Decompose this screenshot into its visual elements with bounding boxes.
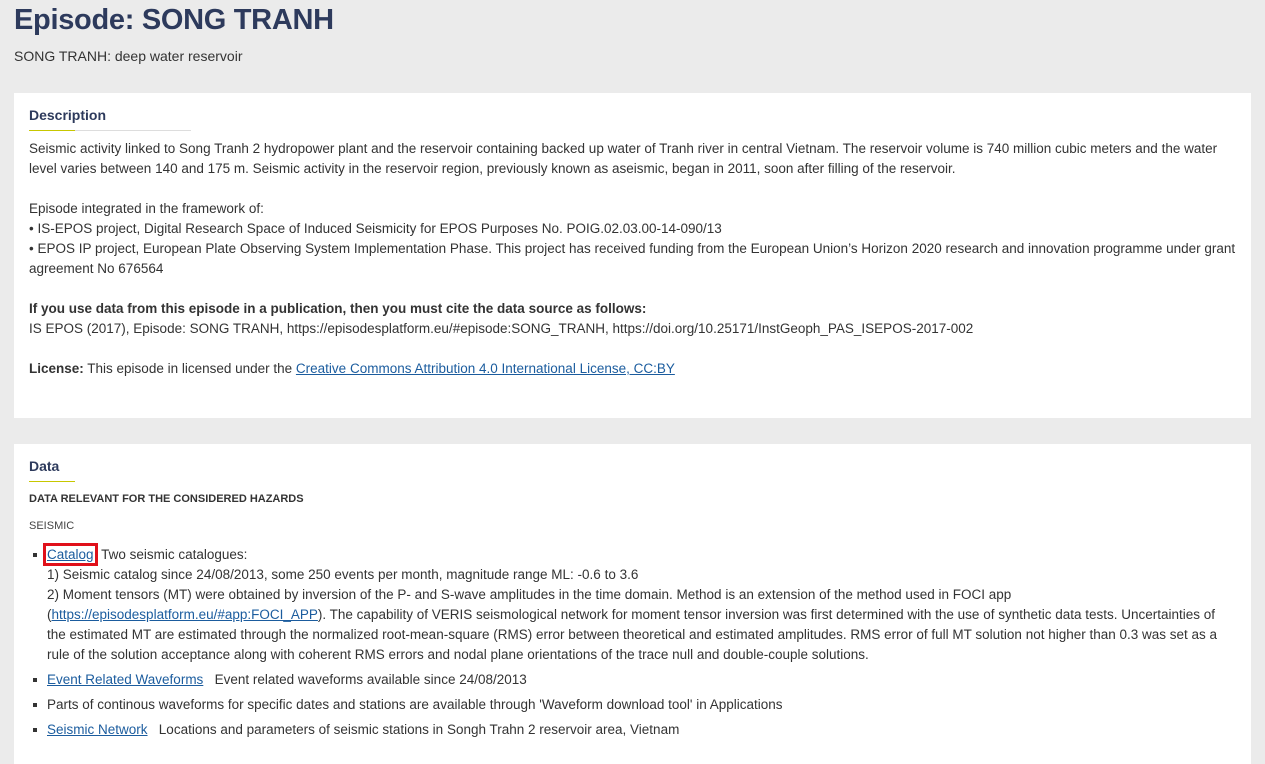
catalog-intro: Two seismic catalogues:: [101, 547, 248, 562]
framework-intro: Episode integrated in the framework of:: [29, 201, 264, 216]
seismic-network-text: Locations and parameters of seismic stations in Songh Trahn 2 reservoir area, Vietnam: [158, 722, 680, 737]
license-link[interactable]: Creative Commons Attribution 4.0 International License, CC:BY: [295, 361, 675, 376]
data-heading: Data: [29, 458, 60, 474]
description-text: Seismic activity linked to Song Tranh 2 hydropower plant and the reservoir containing backed up water of Tranh river in central Vietnam. The reservoir volume is 740 million cubic meters and the water level varies between 140 and 175 m. Seismic activity in the reservoir region, previously known as aseismic, began in 2011, soon after filling of the reservoir.: [29, 141, 1218, 176]
citation-text: IS EPOS (2017), Episode: SONG TRANH, https://episodesplatform.eu/#episode:SONG_TRANH, https://doi.org/10.25171/InstGeoph_PAS_ISEPOS-2017-002: [29, 321, 974, 336]
description-heading: Description: [29, 107, 107, 123]
description-card: [14, 93, 1251, 418]
data-heading-underline: [29, 481, 75, 482]
event-waveforms-text: Event related waveforms available since 24/08/2013: [214, 672, 527, 687]
catalog-line-2a: 2) Moment tensors (MT) were obtained by inversion of the P- and S-wave amplitudes in the time domain. Method is an extension of the method used in FOCI app: [47, 587, 1012, 602]
license-label: License:: [29, 361, 84, 376]
description-heading-underline: [29, 130, 191, 131]
event-waveforms-link[interactable]: Event Related Waveforms: [47, 672, 204, 687]
catalog-link[interactable]: Catalog: [47, 547, 94, 562]
bullet-icon: [33, 703, 37, 707]
foci-app-link[interactable]: https://episodesplatform.eu/#app:FOCI_APP: [51, 607, 318, 622]
continuous-waveforms-text: Parts of continous waveforms for specific dates and stations are available through 'Waveform download tool' in Applications: [47, 697, 783, 712]
license-text: This episode in licensed under the: [83, 361, 296, 376]
framework-item-eposip: • EPOS IP project, European Plate Observing System Implementation Phase. This project has received funding from the European Union’s Horizon 2020 research and innovation programme under grant agreement No 676564: [29, 241, 1236, 276]
page-title: Episode: SONG TRANH: [14, 4, 334, 36]
catalog-line-1: 1) Seismic catalog since 24/08/2013, some 250 events per month, magnitude range ML: -0.6 to 3.6: [47, 567, 639, 582]
citation-heading: If you use data from this episode in a publication, then you must cite the data source as follows:: [29, 301, 647, 316]
page-subtitle: SONG TRANH: deep water reservoir: [14, 48, 243, 64]
catalog-line-2b: ). The capability of VERIS seismological network for moment tensor inversion was first determined with the use of synthetic data tests. Uncertainties of the estimated MT are estimated through the normalized root-mean-square (RMS) error between theoretical and estimated amplitudes. RMS error of full MT solution not higher than 0.3 was set as a rule of the solution acceptance along with coherent RMS errors and nodal plane orientations of the trace null and double-couple solutions.: [47, 607, 1218, 662]
framework-item-isepos: • IS-EPOS project, Digital Research Space of Induced Seismicity for EPOS Purposes No. POIG.02.03.00-14-090/13: [29, 221, 722, 236]
seismic-network-link[interactable]: Seismic Network: [47, 722, 148, 737]
license-line: [29, 359, 1239, 379]
hazards-label: DATA RELEVANT FOR THE CONSIDERED HAZARDS: [29, 493, 304, 505]
bullet-icon: [33, 728, 37, 732]
data-card: [14, 444, 1251, 764]
bullet-icon: [33, 678, 37, 682]
bullet-icon: [33, 553, 37, 557]
seismic-label: SEISMIC: [29, 520, 75, 532]
catalog-paren-open: (: [47, 607, 52, 622]
